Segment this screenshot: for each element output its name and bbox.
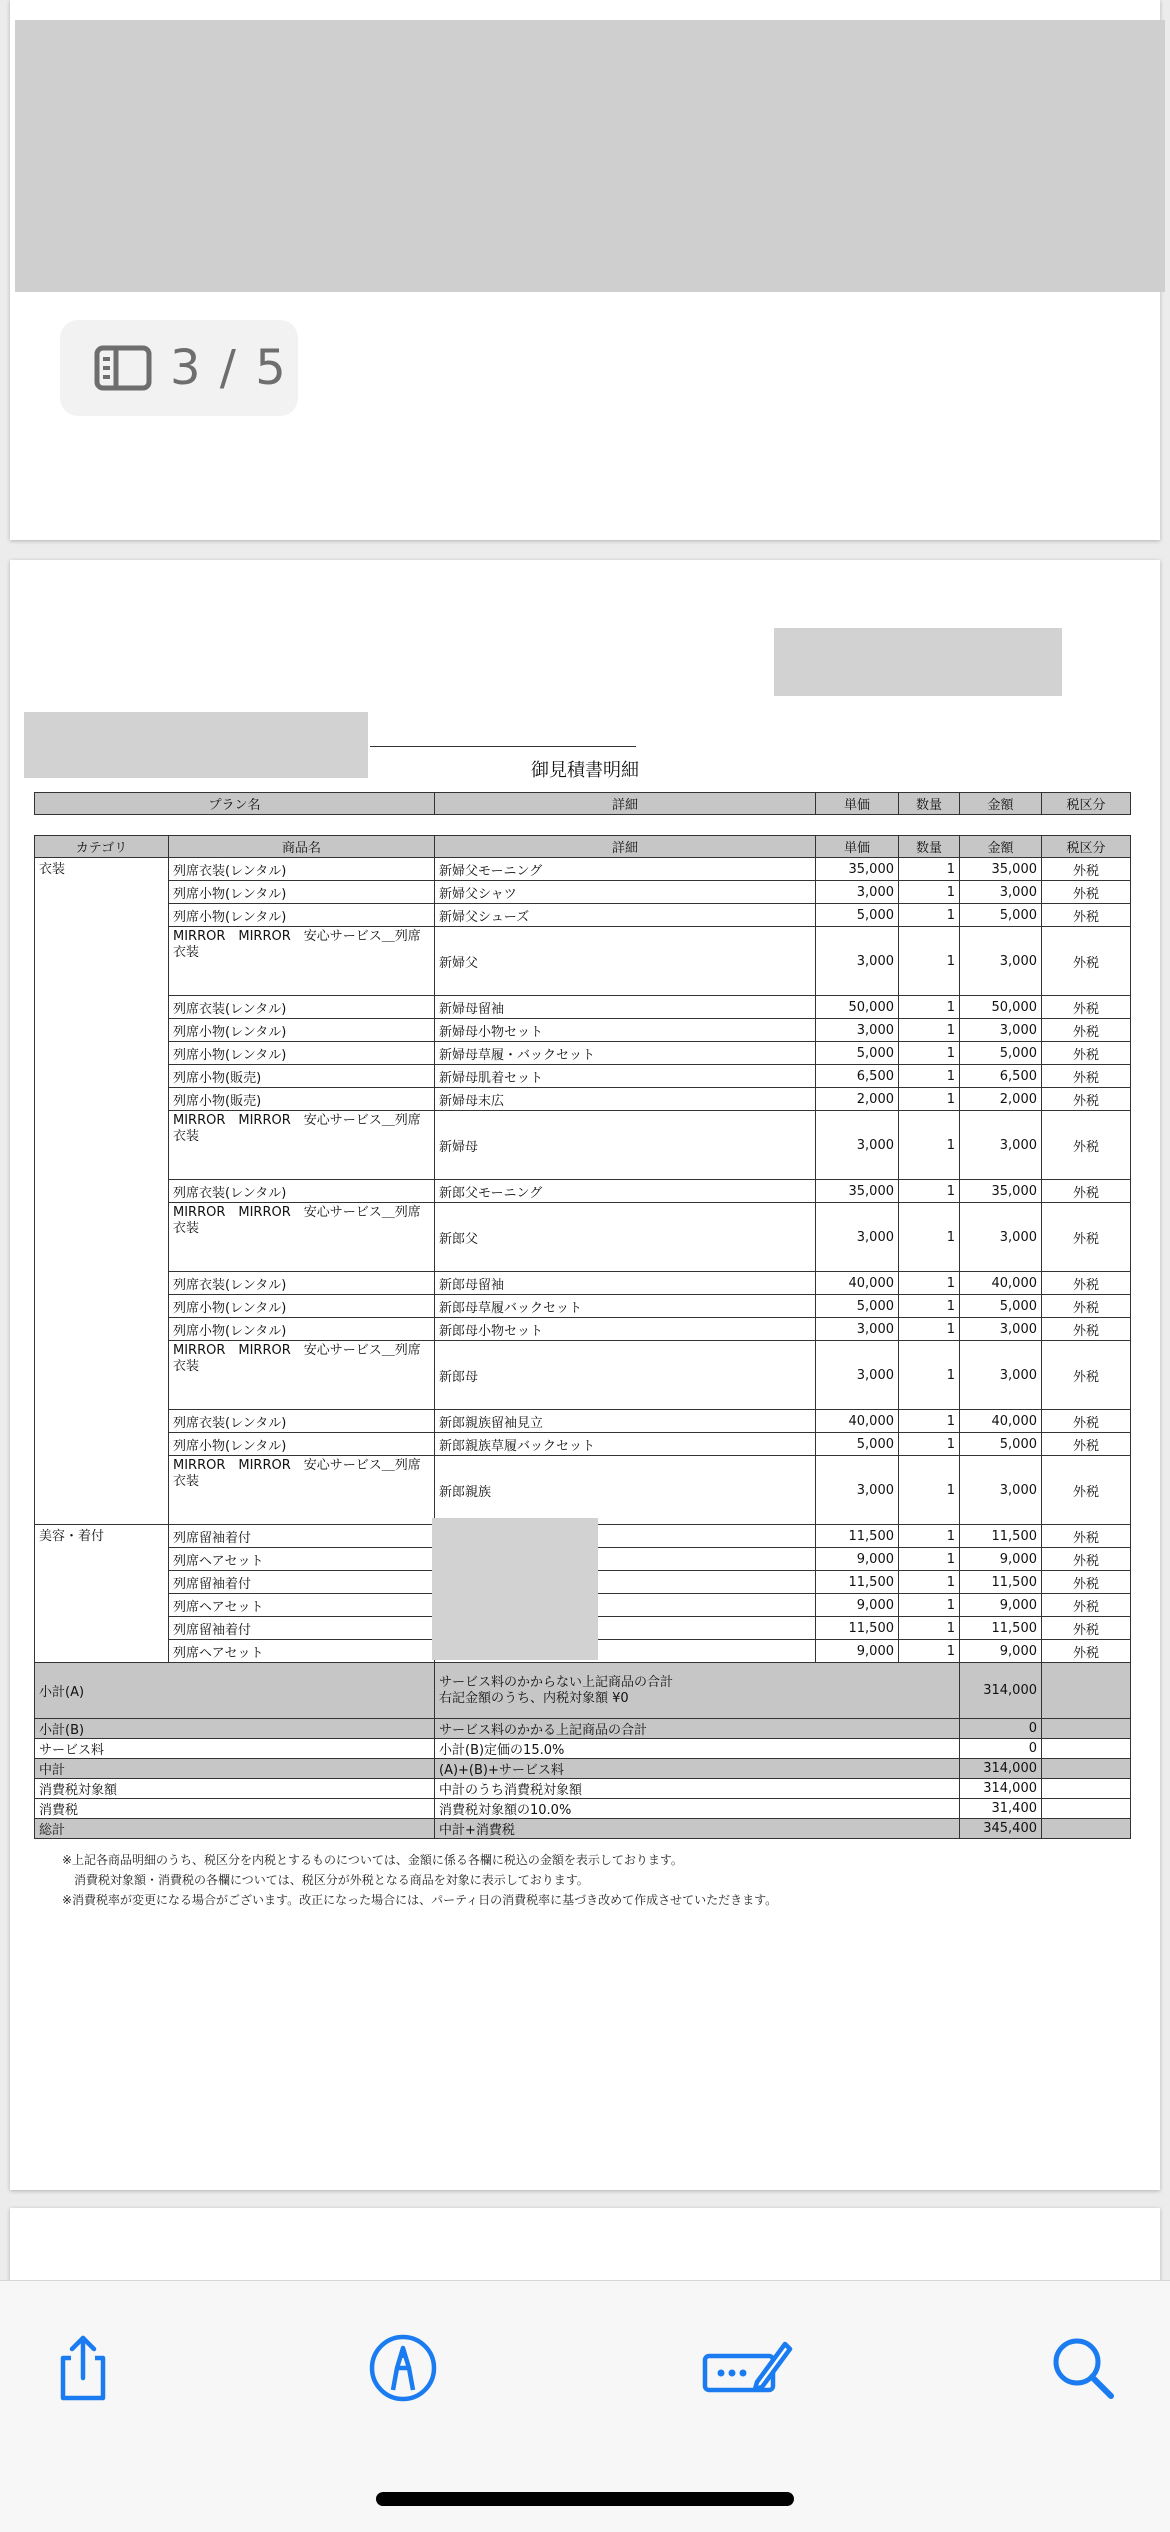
unit-price-cell: 3,000: [816, 881, 899, 904]
unit-price-cell: 40,000: [816, 1410, 899, 1433]
table-row: [35, 1341, 1131, 1410]
document-page[interactable]: [10, 560, 1160, 2190]
amount-cell: 3,000: [960, 881, 1042, 904]
summary-detail: [435, 1799, 960, 1819]
summary-detail: [435, 1663, 960, 1719]
product-cell: MIRROR MIRROR 安心サービス＿列席衣装: [169, 927, 435, 996]
tax-cell: 外税: [1042, 1203, 1131, 1272]
detail-cell: 新郎親族留袖見立: [435, 1410, 816, 1433]
unit-price-cell: 2,000: [816, 1088, 899, 1111]
summary-detail: [435, 1719, 960, 1739]
sidebar-icon: [94, 345, 152, 391]
product-cell: 列席留袖着付: [169, 1617, 435, 1640]
product-cell: 列席衣装(レンタル): [169, 1410, 435, 1433]
unit-price-cell: 11,500: [816, 1617, 899, 1640]
amount-cell: 3,000: [960, 1111, 1042, 1180]
amount-cell: 50,000: [960, 996, 1042, 1019]
product-cell: 列席小物(レンタル): [169, 1318, 435, 1341]
summary-amount: 345,400: [960, 1819, 1042, 1839]
unit-price-cell: 5,000: [816, 1433, 899, 1456]
tax-cell: 外税: [1042, 1594, 1131, 1617]
summary-amount: 0: [960, 1739, 1042, 1759]
tax-cell: 外税: [1042, 1065, 1131, 1088]
summary-tax: [1042, 1819, 1131, 1839]
amount-cell: 5,000: [960, 1433, 1042, 1456]
table-row: [35, 1456, 1131, 1525]
footnote: ※上記各商品明細のうち、税区分を内税とするものについては、金額に係る各欄に税込の金額を表示しております。: [62, 1853, 683, 1867]
summary-amount: 0: [960, 1719, 1042, 1739]
tax-cell: 外税: [1042, 1019, 1131, 1042]
amount-cell: 3,000: [960, 1203, 1042, 1272]
summary-detail: [435, 1739, 960, 1759]
product-cell: 列席ヘアセット: [169, 1640, 435, 1663]
product-cell: 列席留袖着付: [169, 1525, 435, 1548]
summary-detail: [435, 1779, 960, 1799]
tax-cell: 外税: [1042, 1111, 1131, 1180]
qty-cell: 1: [899, 1433, 960, 1456]
product-cell: 列席小物(販売): [169, 1088, 435, 1111]
table-row: [35, 1088, 1131, 1111]
summary-detail-line: サービス料のかかる上記商品の合計: [439, 1723, 648, 1738]
qty-cell: 1: [899, 1272, 960, 1295]
product-cell: 列席小物(レンタル): [169, 881, 435, 904]
table-row: [35, 1042, 1131, 1065]
table-row: [35, 1065, 1131, 1088]
unit-price-cell: 3,000: [816, 927, 899, 996]
table-row: [35, 858, 1131, 881]
summary-label: 総計: [35, 1819, 435, 1839]
summary-tax: [1042, 1779, 1131, 1799]
unit-price-cell: 9,000: [816, 1594, 899, 1617]
qty-cell: 1: [899, 996, 960, 1019]
product-cell: 列席ヘアセット: [169, 1548, 435, 1571]
detail-cell: 新婦父シューズ: [435, 904, 816, 927]
unit-price-cell: 5,000: [816, 1042, 899, 1065]
detail-cell: 新婦父モーニング: [435, 858, 816, 881]
amount-cell: 3,000: [960, 1019, 1042, 1042]
detail-cell: 新郎父モーニング: [435, 1180, 816, 1203]
table-row: [35, 927, 1131, 996]
qty-cell: 1: [899, 1318, 960, 1341]
detail-cell: 新郎母: [435, 1341, 816, 1410]
plan-tax-header: 税区分: [1042, 793, 1131, 815]
detail-cell: 新婦母小物セット: [435, 1019, 816, 1042]
detail-cell: 新郎母留袖: [435, 1272, 816, 1295]
summary-detail: [435, 1759, 960, 1779]
plan-detail-header: 詳細: [435, 793, 816, 815]
summary-row: [35, 1719, 1131, 1739]
product-cell: MIRROR MIRROR 安心サービス＿列席衣装: [169, 1341, 435, 1410]
redacted-area: [15, 20, 1165, 292]
qty-cell: 1: [899, 881, 960, 904]
signature-button[interactable]: [692, 2323, 802, 2413]
share-icon: [47, 2332, 119, 2404]
product-cell: MIRROR MIRROR 安心サービス＿列席衣装: [169, 1111, 435, 1180]
detail-cell: 新婦母: [435, 1111, 816, 1180]
unit-price-cell: 5,000: [816, 1295, 899, 1318]
unit-price-cell: 3,000: [816, 1341, 899, 1410]
category-header: カテゴリ: [35, 836, 169, 858]
table-row: [35, 1318, 1131, 1341]
table-row: [35, 1180, 1131, 1203]
unit-price-cell: 3,000: [816, 1456, 899, 1525]
price-header: 単価: [816, 836, 899, 858]
summary-label: 中計: [35, 1759, 435, 1779]
qty-header: 数量: [899, 836, 960, 858]
tax-cell: 外税: [1042, 1617, 1131, 1640]
summary-detail-line: サービス料のかからない上記商品の合計: [439, 1674, 674, 1690]
signature-icon: [699, 2332, 795, 2404]
document-title: 御見積書明細: [531, 760, 639, 781]
summary-amount: 314,000: [960, 1759, 1042, 1779]
summary-label: 消費税: [35, 1799, 435, 1819]
product-cell: 列席留袖着付: [169, 1571, 435, 1594]
table-row: [35, 904, 1131, 927]
summary-body: [35, 1663, 1131, 1839]
unit-price-cell: 3,000: [816, 1318, 899, 1341]
summary-detail-line: 小計(B)定価の15.0%: [439, 1743, 565, 1758]
amount-cell: 40,000: [960, 1272, 1042, 1295]
product-cell: 列席小物(販売): [169, 1065, 435, 1088]
summary-amount: 314,000: [960, 1779, 1042, 1799]
summary-amount: 314,000: [960, 1663, 1042, 1719]
product-cell: 列席小物(レンタル): [169, 1433, 435, 1456]
qty-cell: 1: [899, 1410, 960, 1433]
plan-name-header: プラン名: [35, 793, 435, 815]
product-cell: 列席小物(レンタル): [169, 1019, 435, 1042]
amount-cell: 9,000: [960, 1640, 1042, 1663]
unit-price-cell: 6,500: [816, 1065, 899, 1088]
product-cell: 列席衣装(レンタル): [169, 858, 435, 881]
tax-cell: 外税: [1042, 1341, 1131, 1410]
tax-cell: 外税: [1042, 881, 1131, 904]
tax-cell: 外税: [1042, 1318, 1131, 1341]
qty-cell: 1: [899, 1180, 960, 1203]
product-cell: 列席小物(レンタル): [169, 1042, 435, 1065]
qty-cell: 1: [899, 1295, 960, 1318]
home-indicator[interactable]: [376, 2492, 794, 2506]
amount-cell: 9,000: [960, 1548, 1042, 1571]
amount-cell: 3,000: [960, 1318, 1042, 1341]
share-button[interactable]: [38, 2323, 128, 2413]
plan-table: [34, 792, 1131, 815]
qty-cell: 1: [899, 1640, 960, 1663]
qty-cell: 1: [899, 1525, 960, 1548]
summary-tax: [1042, 1663, 1131, 1719]
summary-tax: [1042, 1719, 1131, 1739]
amount-cell: 35,000: [960, 858, 1042, 881]
tax-cell: 外税: [1042, 1272, 1131, 1295]
summary-detail-line: 中計+消費税: [439, 1823, 515, 1838]
qty-cell: 1: [899, 1042, 960, 1065]
tax-cell: 外税: [1042, 1295, 1131, 1318]
amount-cell: 11,500: [960, 1571, 1042, 1594]
tax-cell: 外税: [1042, 1088, 1131, 1111]
search-icon: [1047, 2332, 1119, 2404]
detail-cell: 新郎親族草履バックセット: [435, 1433, 816, 1456]
unit-price-cell: 11,500: [816, 1525, 899, 1548]
qty-cell: 1: [899, 1341, 960, 1410]
product-cell: MIRROR MIRROR 安心サービス＿列席衣装: [169, 1456, 435, 1525]
amount-header: 金額: [960, 836, 1042, 858]
summary-row: [35, 1779, 1131, 1799]
product-header: 商品名: [169, 836, 435, 858]
detail-cell: 新郎親族: [435, 1456, 816, 1525]
unit-price-cell: 11,500: [816, 1571, 899, 1594]
summary-row: [35, 1663, 1131, 1719]
plan-header-row: [35, 793, 1131, 815]
tax-cell: 外税: [1042, 996, 1131, 1019]
plan-qty-header: 数量: [899, 793, 960, 815]
summary-tax: [1042, 1799, 1131, 1819]
tax-cell: 外税: [1042, 1180, 1131, 1203]
amount-cell: 11,500: [960, 1525, 1042, 1548]
items-table: [34, 835, 1131, 1839]
unit-price-cell: 9,000: [816, 1640, 899, 1663]
footnote: ※消費税率が変更になる場合がございます。改正になった場合には、パーティ日の消費税率に基づき改めて作成させていただきます。: [62, 1893, 778, 1907]
qty-cell: 1: [899, 1088, 960, 1111]
amount-cell: 6,500: [960, 1065, 1042, 1088]
detail-cell: 新婦母草履・バックセット: [435, 1042, 816, 1065]
plan-price-header: 単価: [816, 793, 899, 815]
detail-cell: 新郎母小物セット: [435, 1318, 816, 1341]
amount-cell: 3,000: [960, 1341, 1042, 1410]
qty-cell: 1: [899, 1111, 960, 1180]
amount-cell: 3,000: [960, 927, 1042, 996]
summary-row: [35, 1759, 1131, 1779]
product-cell: 列席衣装(レンタル): [169, 996, 435, 1019]
table-row: [35, 1203, 1131, 1272]
summary-detail-line: 中計のうち消費税対象額: [439, 1783, 583, 1798]
detail-cell: 新婦母末広: [435, 1088, 816, 1111]
page-indicator: [60, 320, 298, 416]
redacted-area: [432, 1518, 598, 1660]
category-cell: 衣装: [35, 858, 169, 1525]
amount-cell: 5,000: [960, 904, 1042, 927]
summary-row: [35, 1819, 1131, 1839]
tax-cell: 外税: [1042, 1640, 1131, 1663]
product-cell: MIRROR MIRROR 安心サービス＿列席衣装: [169, 1203, 435, 1272]
footnote: 消費税対象額・消費税の各欄については、税区分が外税となる商品を対象に表示しております。: [62, 1873, 589, 1887]
table-row: [35, 881, 1131, 904]
tax-cell: 外税: [1042, 1410, 1131, 1433]
title-underline: [370, 746, 636, 747]
tax-cell: 外税: [1042, 1456, 1131, 1525]
detail-cell: 新郎父: [435, 1203, 816, 1272]
tax-cell: 外税: [1042, 1042, 1131, 1065]
tax-cell: 外税: [1042, 858, 1131, 881]
category-cell: 美容・着付: [35, 1525, 169, 1663]
qty-cell: 1: [899, 1065, 960, 1088]
qty-cell: 1: [899, 1456, 960, 1525]
tax-cell: 外税: [1042, 1548, 1131, 1571]
unit-price-cell: 3,000: [816, 1203, 899, 1272]
amount-cell: 11,500: [960, 1617, 1042, 1640]
summary-detail-line: 消費税対象額の10.0%: [439, 1803, 572, 1818]
unit-price-cell: 35,000: [816, 858, 899, 881]
product-cell: 列席ヘアセット: [169, 1594, 435, 1617]
qty-cell: 1: [899, 904, 960, 927]
product-cell: 列席小物(レンタル): [169, 904, 435, 927]
table-row: [35, 1272, 1131, 1295]
table-row: [35, 1410, 1131, 1433]
summary-label: 小計(B): [35, 1719, 435, 1739]
page-number: 3 / 5: [170, 340, 288, 396]
items-header-row: [35, 836, 1131, 858]
qty-cell: 1: [899, 858, 960, 881]
markup-pen-icon: [367, 2332, 439, 2404]
unit-price-cell: 9,000: [816, 1548, 899, 1571]
qty-cell: 1: [899, 1617, 960, 1640]
summary-detail: [435, 1819, 960, 1839]
product-cell: 列席小物(レンタル): [169, 1295, 435, 1318]
summary-row: [35, 1739, 1131, 1759]
search-button[interactable]: [1038, 2323, 1128, 2413]
product-cell: 列席衣装(レンタル): [169, 1272, 435, 1295]
unit-price-cell: 50,000: [816, 996, 899, 1019]
unit-price-cell: 3,000: [816, 1111, 899, 1180]
footnotes: [62, 1850, 777, 1910]
summary-detail-line: (A)+(B)+サービス料: [439, 1763, 564, 1778]
plan-amount-header: 金額: [960, 793, 1042, 815]
summary-amount: 31,400: [960, 1799, 1042, 1819]
amount-cell: 35,000: [960, 1180, 1042, 1203]
qty-cell: 1: [899, 1571, 960, 1594]
summary-tax: [1042, 1739, 1131, 1759]
amount-cell: 9,000: [960, 1594, 1042, 1617]
amount-cell: 2,000: [960, 1088, 1042, 1111]
detail-cell: 新婦母留袖: [435, 996, 816, 1019]
amount-cell: 5,000: [960, 1042, 1042, 1065]
tax-cell: 外税: [1042, 927, 1131, 996]
tax-cell: 外税: [1042, 904, 1131, 927]
redacted-area: [774, 628, 1062, 696]
qty-cell: 1: [899, 927, 960, 996]
table-row: [35, 1019, 1131, 1042]
summary-row: [35, 1799, 1131, 1819]
qty-cell: 1: [899, 1594, 960, 1617]
summary-tax: [1042, 1759, 1131, 1779]
unit-price-cell: 5,000: [816, 904, 899, 927]
unit-price-cell: 40,000: [816, 1272, 899, 1295]
unit-price-cell: 3,000: [816, 1019, 899, 1042]
qty-cell: 1: [899, 1019, 960, 1042]
previous-page[interactable]: [10, 0, 1160, 540]
summary-label: 消費税対象額: [35, 1779, 435, 1799]
summary-label: 小計(A): [35, 1663, 435, 1719]
detail-cell: 新婦父シャツ: [435, 881, 816, 904]
tax-cell: 外税: [1042, 1571, 1131, 1594]
amount-cell: 3,000: [960, 1456, 1042, 1525]
product-cell: 列席衣装(レンタル): [169, 1180, 435, 1203]
markup-button[interactable]: [358, 2323, 448, 2413]
qty-cell: 1: [899, 1548, 960, 1571]
tax-header: 税区分: [1042, 836, 1131, 858]
summary-detail-line: 右記金額のうち、内税対象額 ¥0: [439, 1690, 629, 1706]
table-row: [35, 996, 1131, 1019]
detail-cell: 新郎母草履バックセット: [435, 1295, 816, 1318]
amount-cell: 40,000: [960, 1410, 1042, 1433]
tax-cell: 外税: [1042, 1433, 1131, 1456]
tax-cell: 外税: [1042, 1525, 1131, 1548]
detail-cell: 新婦父: [435, 927, 816, 996]
detail-cell: 新婦母肌着セット: [435, 1065, 816, 1088]
table-row: [35, 1433, 1131, 1456]
summary-label: サービス料: [35, 1739, 435, 1759]
detail-header: 詳細: [435, 836, 816, 858]
table-row: [35, 1295, 1131, 1318]
unit-price-cell: 35,000: [816, 1180, 899, 1203]
amount-cell: 5,000: [960, 1295, 1042, 1318]
qty-cell: 1: [899, 1203, 960, 1272]
table-row: [35, 1111, 1131, 1180]
